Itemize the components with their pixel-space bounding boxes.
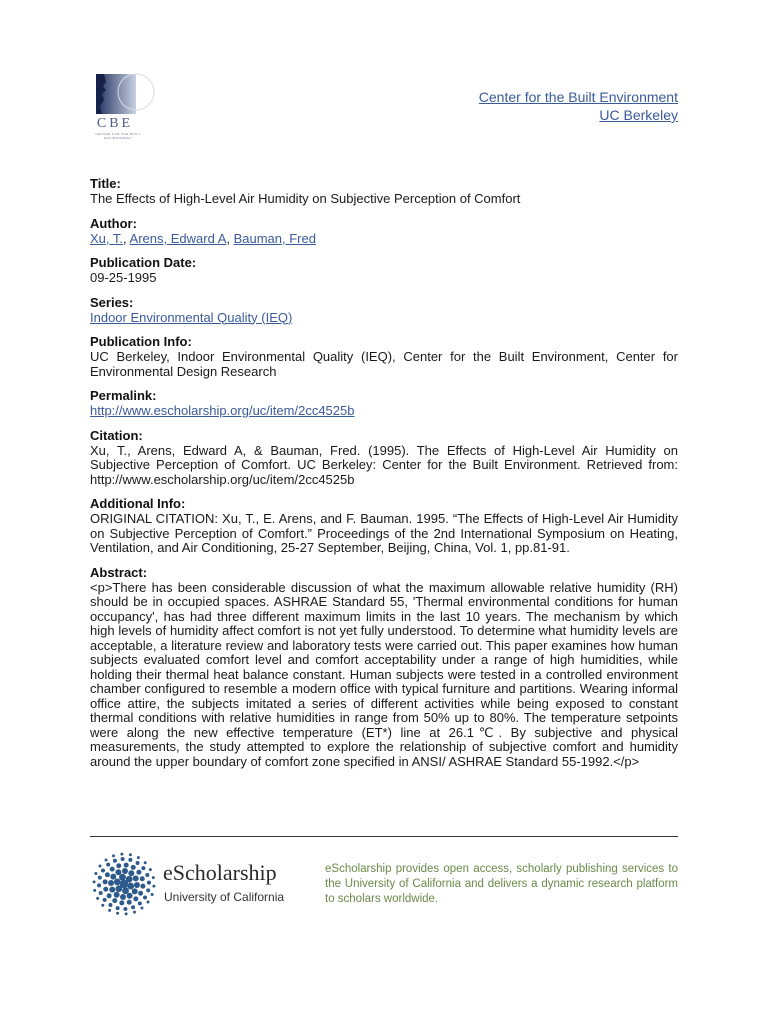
author-link[interactable]: Xu, T.: [90, 230, 124, 246]
escholarship-subtitle: University of California: [164, 890, 285, 904]
author-separator: ,: [226, 230, 234, 246]
permalink-field: [90, 388, 678, 419]
author-link[interactable]: Arens, Edward A: [129, 230, 227, 246]
metadata-section: [90, 176, 678, 778]
additional-info-value: ORIGINAL CITATION: Xu, T., E. Arens, and F. Bauman. 1995. “The Effects of High-Level Air Humidity on Subjective Perception of Comfort.” Proceedings of the 2nd International Symposium on Heating, Ventilation, and Air Conditioning, 25-27 September, Beijing, China, Vol. 1, pp.81-91.: [90, 511, 678, 555]
abstract-value: <p>There has been considerable discussion of what the maximum allowable relative humidity (RH) should be in occupied spaces. ASHRAE Standard 55, 'Thermal environmental conditions for human occupancy', has had three different maximum limits in the last 10 years. The mechanism by which high levels of humidity affect comfort is not yet fully understood. To determine what humidity levels are acceptable, a literature review and laboratory tests were carried out. This paper examines how human subjects evaluated comfort level and comfort acceptability under a range of high humidities, while holding their thermal heat balance constant. Human subjects were tested in a controlled environment chamber configured to resemble a modern office with typical furniture and partitions. Wearing informal office attire, the subjects imitated a series of different activities while being exposed to constant thermal conditions with relative humidities in range from 50% up to 80%. The temperature setpoints were along the new effective temperature (ET*) line at 26.1℃. By subjective and physical measurements, the study attempted to explore the relationship of subjective comfort and humidity around the upper boundary of comfort zone specified in ANSI/ ASHRAE Standard 55-1992.</p>: [90, 579, 678, 769]
author-list: [90, 232, 678, 247]
publication-info-value: UC Berkeley, Indoor Environmental Quality (IEQ), Center for the Built Environment, Center for Environmental Design Research: [90, 349, 678, 379]
author-link[interactable]: Bauman, Fred: [233, 230, 316, 246]
series-link[interactable]: Indoor Environmental Quality (IEQ): [90, 309, 293, 325]
cbe-logo-letters: CBE: [96, 116, 134, 131]
author-label: Author:: [90, 215, 137, 231]
permalink-link[interactable]: http://www.escholarship.org/uc/item/2cc4525b: [90, 403, 355, 418]
uc-berkeley-link[interactable]: UC Berkeley: [599, 107, 678, 123]
citation-value: Xu, T., Arens, Edward A, & Bauman, Fred. (1995). The Effects of High-Level Air Humidity on Subjective Perception of Comfort. UC Berkeley: Center for the Built Environment. Retrieved from: http://www.escholarship.org/uc/item/2cc4525b: [90, 442, 678, 487]
abstract-label: Abstract:: [90, 564, 148, 580]
escholarship-description: eScholarship provides open access, scholarly publishing services to the University of California and delivers a dynamic research platform to scholars worldwide.: [325, 863, 678, 905]
author-field: [90, 216, 678, 247]
cbe-logo-subtitle: CENTER FOR THE BUILT ENVIRONMENT: [95, 132, 141, 140]
escholarship-logo-icon: [92, 852, 156, 916]
organization-header: [479, 88, 678, 124]
citation-field: [90, 428, 678, 488]
publication-info-label: Publication Info:: [90, 334, 192, 349]
date-label: Publication Date:: [90, 255, 197, 270]
cbe-logo-mark-icon: [90, 72, 158, 116]
series-field: [90, 295, 678, 326]
footer-divider: [90, 836, 678, 837]
date-field: [90, 255, 678, 286]
title-field: [90, 176, 678, 207]
title-label: Title:: [90, 176, 121, 191]
author-separator: ,: [123, 230, 130, 246]
permalink-label: Permalink:: [90, 388, 157, 403]
abstract-field: [90, 565, 678, 770]
title-value: The Effects of High-Level Air Humidity on Subjective Perception of Comfort: [90, 191, 521, 206]
publication-info-field: [90, 334, 678, 379]
date-value: 09-25-1995: [90, 270, 157, 285]
cbe-logo: [90, 72, 158, 142]
center-link[interactable]: Center for the Built Environment: [478, 89, 678, 105]
series-label: Series:: [90, 294, 134, 310]
additional-info-field: [90, 496, 678, 556]
escholarship-brand: eScholarship: [163, 860, 277, 885]
additional-info-label: Additional Info:: [90, 496, 186, 511]
citation-label: Citation:: [90, 427, 143, 443]
